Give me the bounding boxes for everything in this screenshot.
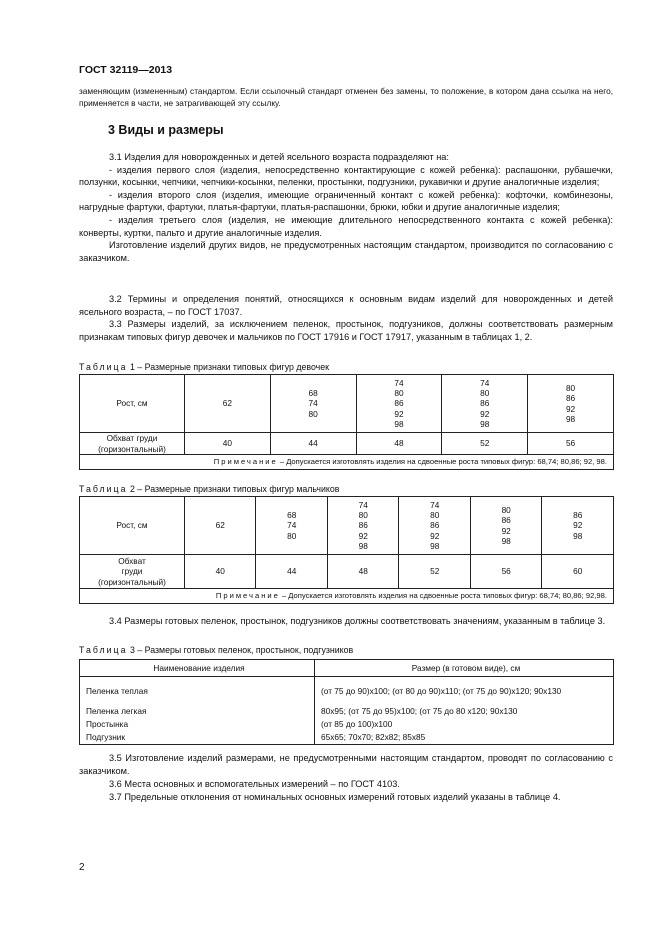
table-note-row — [80, 455, 614, 470]
table-cell: (от 75 до 90)х100; (от 80 до 90)х110; (от 75 до 90)х120; 90х130 — [315, 677, 614, 705]
table-1-note — [80, 455, 614, 470]
page-number: 2 — [79, 862, 85, 873]
clause-3-1-line: Изготовление изделий других видов, не предусмотренных настоящим стандартом, производится по согласованию с заказчиком. — [79, 240, 613, 263]
table-cell: 86 92 98 — [542, 497, 614, 555]
table-cell: Обхват груди (горизонтальный) — [80, 433, 185, 455]
table-cell: 74 80 86 92 98 — [399, 497, 470, 555]
table-cell: 52 — [399, 555, 470, 589]
table-1-caption-prefix: Таблица — [79, 362, 128, 372]
table-cell: (от 85 до 100)х100 — [315, 718, 614, 731]
table-2-note — [80, 589, 614, 604]
table-cell: 62 — [185, 497, 256, 555]
table-cell: 48 — [327, 555, 398, 589]
clause-3-7: 3.7 Предельные отклонения от номинальных основных измерений готовых изделий указаны в таблице 4. — [109, 792, 561, 802]
table-cell: Пеленка легкая — [80, 705, 315, 718]
clause-3-2: 3.2 Термины и определения понятий, относящихся к основным видам изделий для новорожденных и детей ясельного возраста, – по ГОСТ 17037. — [79, 294, 613, 317]
table-cell: 44 — [270, 433, 356, 455]
table-cell: 62 — [185, 375, 271, 433]
table-cell: Пеленка теплая — [80, 677, 315, 705]
table-1 — [79, 374, 614, 470]
table-cell: Обхват груди (горизонтальный) — [80, 555, 185, 589]
table-cell: 74 80 86 92 98 — [442, 375, 528, 433]
table-2 — [79, 496, 614, 604]
clause-3-5: 3.5 Изготовление изделий размерами, не предусмотренными настоящим стандартом, проводят по согласованию с заказчиком. — [79, 753, 613, 776]
note-text: – Допускается изготовлять изделия на сдвоенные роста типовых фигур: 68,74; 80,86; 92, 98. — [277, 456, 607, 466]
table-row — [80, 731, 614, 745]
table-cell: 65х65; 70х70; 82х82; 85х85 — [315, 731, 614, 745]
table-row — [80, 375, 614, 433]
table-1-caption — [79, 362, 329, 372]
table-cell: 48 — [356, 433, 442, 455]
table-row — [80, 705, 614, 718]
clause-3-1-line: - изделия второго слоя (изделия, имеющие ограниченный контакт с кожей ребенка): кофточки, комбинезоны, нагрудные фартуки, фартуки, платья-фартуки, платья-распашонки, брюки, юбки и другие аналогичные изделия; — [79, 189, 613, 213]
table-1-caption-text: 1 – Размерные признаки типовых фигур девочек — [127, 362, 329, 372]
table-row — [80, 718, 614, 731]
table-3-caption-prefix: Таблица — [79, 645, 128, 655]
clause-3-1-line: 3.1 Изделия для новорожденных и детей ясельного возраста подразделяют на: — [109, 152, 449, 162]
table-row — [80, 555, 614, 589]
table-cell: Простынка — [80, 718, 315, 731]
table-cell: 40 — [185, 555, 256, 589]
intro-paragraph: заменяющим (измененным) стандартом. Если ссылочный стандарт отменен без замены, то положение, в котором дана ссылка на него, применяется в части, не затрагивающей эту ссылку. — [79, 86, 613, 108]
table-row — [80, 433, 614, 455]
table-cell: 68 74 80 — [256, 497, 327, 555]
table-row — [80, 677, 614, 705]
note-prefix: Примечание — [215, 590, 280, 600]
clause-3-1-line: - изделия третьего слоя (изделия, не имеющие длительного непосредственного контакта с кожей ребенка): конверты, куртки, пальто и другие аналогичные изделия. — [79, 214, 613, 238]
table-2-caption-text: 2 – Размерные признаки типовых фигур мальчиков — [127, 484, 340, 494]
table-3-caption — [79, 645, 353, 655]
clause-3-1 — [79, 151, 613, 264]
table-2-caption — [79, 484, 339, 494]
table-header-row — [80, 660, 614, 677]
table-cell: 74 80 86 92 98 — [327, 497, 398, 555]
table-2-caption-prefix: Таблица — [79, 484, 128, 494]
table-3-caption-text: 3 – Размеры готовых пеленок, простынок, подгузников — [127, 645, 354, 655]
table-cell: 44 — [256, 555, 327, 589]
table-note-row — [80, 589, 614, 604]
note-prefix: Примечание — [213, 456, 278, 466]
table-cell: 80х95; (от 75 до 95)х100; (от 75 до 80 х120; 90х130 — [315, 705, 614, 718]
table-cell: 56 — [528, 433, 614, 455]
table-cell: 52 — [442, 433, 528, 455]
column-header: Размер (в готовом виде), см — [315, 660, 614, 677]
table-cell: Рост, см — [80, 497, 185, 555]
clause-3-3: 3.3 Размеры изделий, за исключением пеленок, простынок, подгузников, должны соответствовать размерным признакам типовых фигур девочек и мальчиков по ГОСТ 17916 и ГОСТ 17917, указанным в таблицах 1, 2. — [79, 319, 613, 342]
note-text: – Допускается изготовлять изделия на сдвоенные роста типовых фигур: 68,74; 80,86; 92,98. — [279, 590, 607, 600]
table-cell: 56 — [470, 555, 541, 589]
table-cell: 60 — [542, 555, 614, 589]
table-cell: Рост, см — [80, 375, 185, 433]
table-cell: Подгузник — [80, 731, 315, 745]
table-cell: 68 74 80 — [270, 375, 356, 433]
table-cell: 80 86 92 98 — [470, 497, 541, 555]
column-header: Наименование изделия — [80, 660, 315, 677]
table-cell: 80 86 92 98 — [528, 375, 614, 433]
table-cell: 74 80 86 92 98 — [356, 375, 442, 433]
section-title: 3 Виды и размеры — [108, 123, 224, 137]
clause-3-1-line: - изделия первого слоя (изделия, непосредственно контактирующие с кожей ребенка): распашонки, рубашечки, ползунки, косынки, чепчики, чепчики-косынки, пеленки, простынки, подгузники, рукавички и другие аналогичные изделия; — [79, 164, 613, 188]
document-header: ГОСТ 32119—2013 — [79, 64, 173, 76]
table-3 — [79, 659, 614, 745]
clause-3-6: 3.6 Места основных и вспомогательных измерений – по ГОСТ 4103. — [109, 779, 400, 789]
clause-3-4: 3.4 Размеры готовых пеленок, простынок, подгузников должны соответствовать значениям, указанным в таблице 3. — [109, 616, 606, 626]
table-row — [80, 497, 614, 555]
table-cell: 40 — [185, 433, 271, 455]
